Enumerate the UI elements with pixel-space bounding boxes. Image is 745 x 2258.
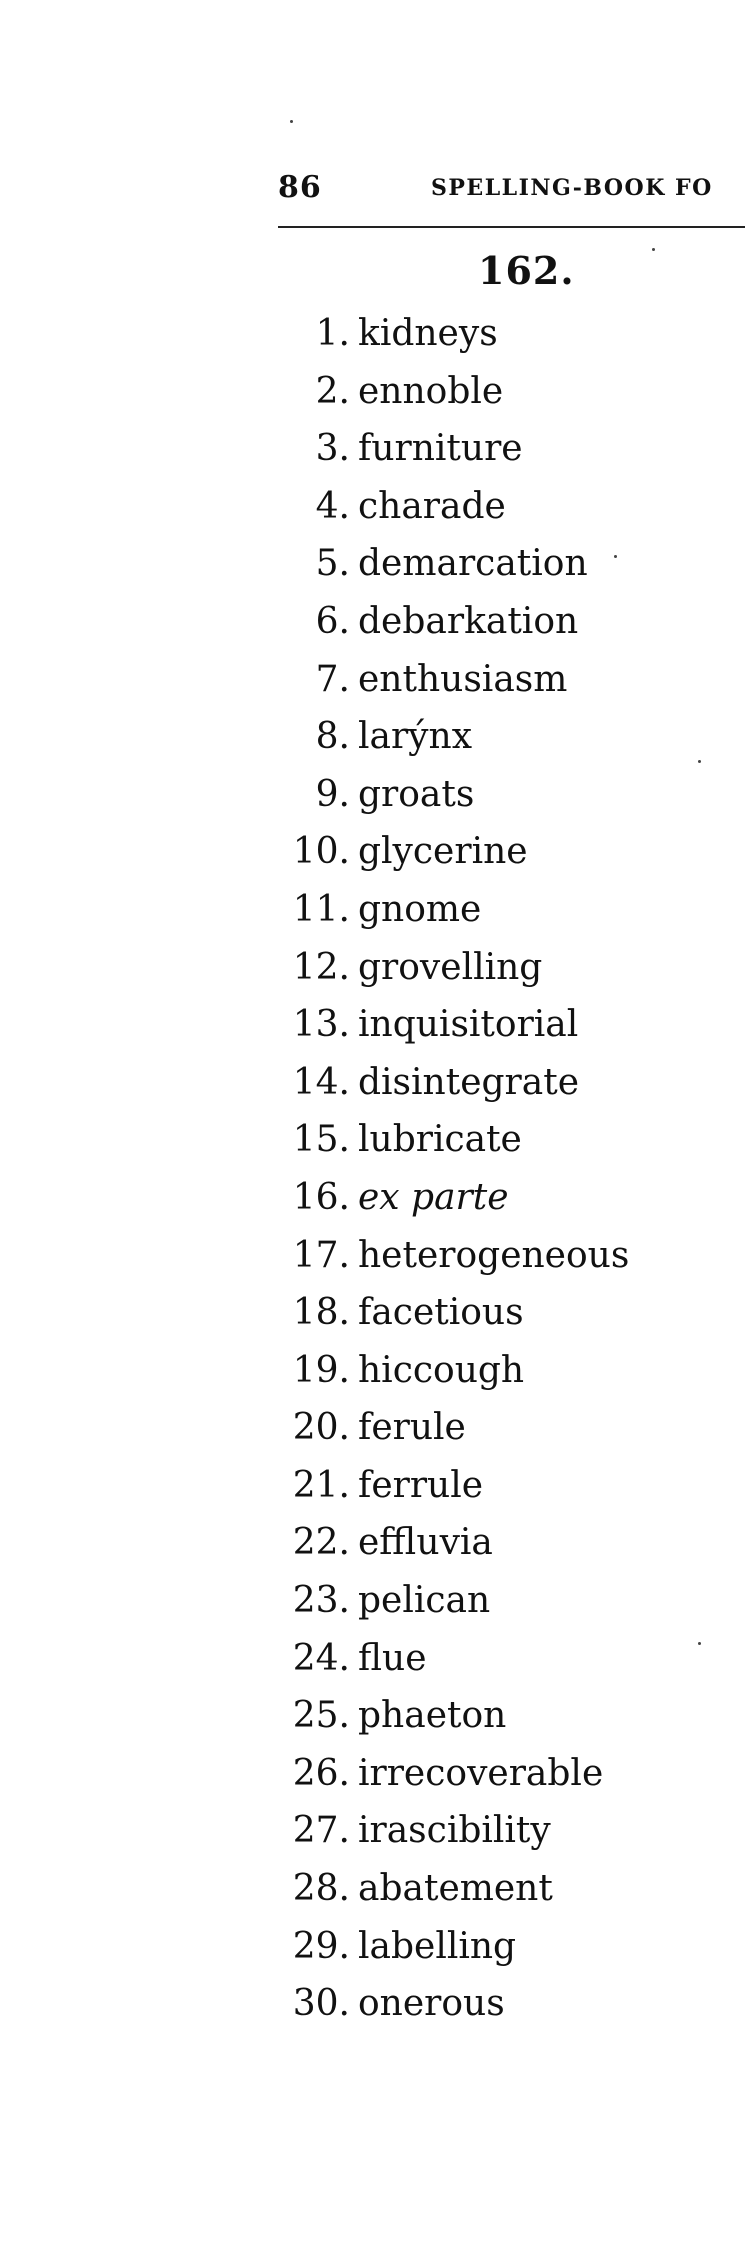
- item-word: abatement: [358, 1868, 553, 1910]
- item-word: furniture: [358, 428, 523, 470]
- item-word: effluvia: [358, 1522, 493, 1564]
- item-number: 27.: [292, 1810, 350, 1852]
- item-word: pelican: [358, 1580, 491, 1622]
- item-word: ennoble: [358, 370, 504, 412]
- page-header: [278, 170, 745, 210]
- print-speck: [652, 248, 655, 251]
- item-number: 30.: [292, 1983, 350, 2025]
- item-number: 8.: [315, 716, 350, 758]
- item-number: 6.: [315, 600, 350, 642]
- item-word: ex parte: [358, 1176, 509, 1218]
- item-word: charade: [358, 485, 506, 527]
- item-word: larýnx: [358, 716, 473, 758]
- item-word: lubricate: [358, 1119, 522, 1161]
- item-word: heterogeneous: [358, 1234, 630, 1276]
- item-word: kidneys: [358, 313, 498, 354]
- item-number: 25.: [292, 1695, 350, 1737]
- item-number: 2.: [315, 370, 350, 412]
- item-number: 14.: [292, 1061, 350, 1103]
- item-number: 21.: [292, 1464, 350, 1506]
- item-number: 26.: [292, 1752, 350, 1794]
- item-number: 29.: [292, 1925, 350, 1967]
- item-word: grovelling: [358, 946, 543, 988]
- item-word: labelling: [358, 1925, 517, 1967]
- item-number: 13.: [292, 1004, 350, 1046]
- lesson-number: 162.: [478, 248, 575, 293]
- item-number: 15.: [292, 1119, 350, 1161]
- item-word: demarcation: [358, 543, 588, 585]
- item-word: glycerine: [358, 831, 528, 873]
- item-number: 20.: [292, 1407, 350, 1449]
- running-head: SPELLING-BOOK FO: [431, 175, 713, 201]
- print-speck: [698, 760, 701, 763]
- item-number: 19.: [292, 1349, 350, 1391]
- item-number: 11.: [292, 888, 350, 930]
- item-number: 16.: [292, 1176, 350, 1218]
- item-word: phaeton: [358, 1695, 507, 1737]
- item-word: facetious: [358, 1292, 524, 1334]
- page-number: 86: [278, 170, 322, 205]
- item-number: 12.: [292, 946, 350, 988]
- item-number: 22.: [292, 1522, 350, 1564]
- item-word: enthusiasm: [358, 658, 568, 700]
- item-number: 5.: [315, 543, 350, 585]
- item-word: ferrule: [358, 1464, 484, 1506]
- print-speck: [698, 1642, 701, 1645]
- item-number: 17.: [292, 1234, 350, 1276]
- item-number: 9.: [315, 773, 350, 815]
- print-speck: [614, 555, 617, 558]
- item-word: gnome: [358, 888, 482, 930]
- item-word: onerous: [358, 1983, 505, 2025]
- item-word: flue: [358, 1637, 427, 1679]
- item-word: hiccough: [358, 1349, 525, 1391]
- print-speck: [290, 120, 293, 123]
- item-number: 10.: [292, 831, 350, 873]
- item-word: ferule: [358, 1407, 466, 1449]
- item-number: 18.: [292, 1292, 350, 1334]
- item-word: inquisitorial: [358, 1004, 579, 1046]
- item-number: 4.: [315, 485, 350, 527]
- item-word: debarkation: [358, 600, 579, 642]
- item-number: 1.: [315, 313, 350, 354]
- item-number: 3.: [315, 428, 350, 470]
- item-word: irrecoverable: [358, 1752, 604, 1794]
- header-rule: [278, 226, 745, 228]
- item-word: irascibility: [358, 1810, 551, 1852]
- item-number: 28.: [292, 1868, 350, 1910]
- item-number: 7.: [315, 658, 350, 700]
- item-number: 24.: [292, 1637, 350, 1679]
- item-number: 23.: [292, 1580, 350, 1622]
- item-word: disintegrate: [358, 1061, 579, 1103]
- item-word: groats: [358, 773, 475, 815]
